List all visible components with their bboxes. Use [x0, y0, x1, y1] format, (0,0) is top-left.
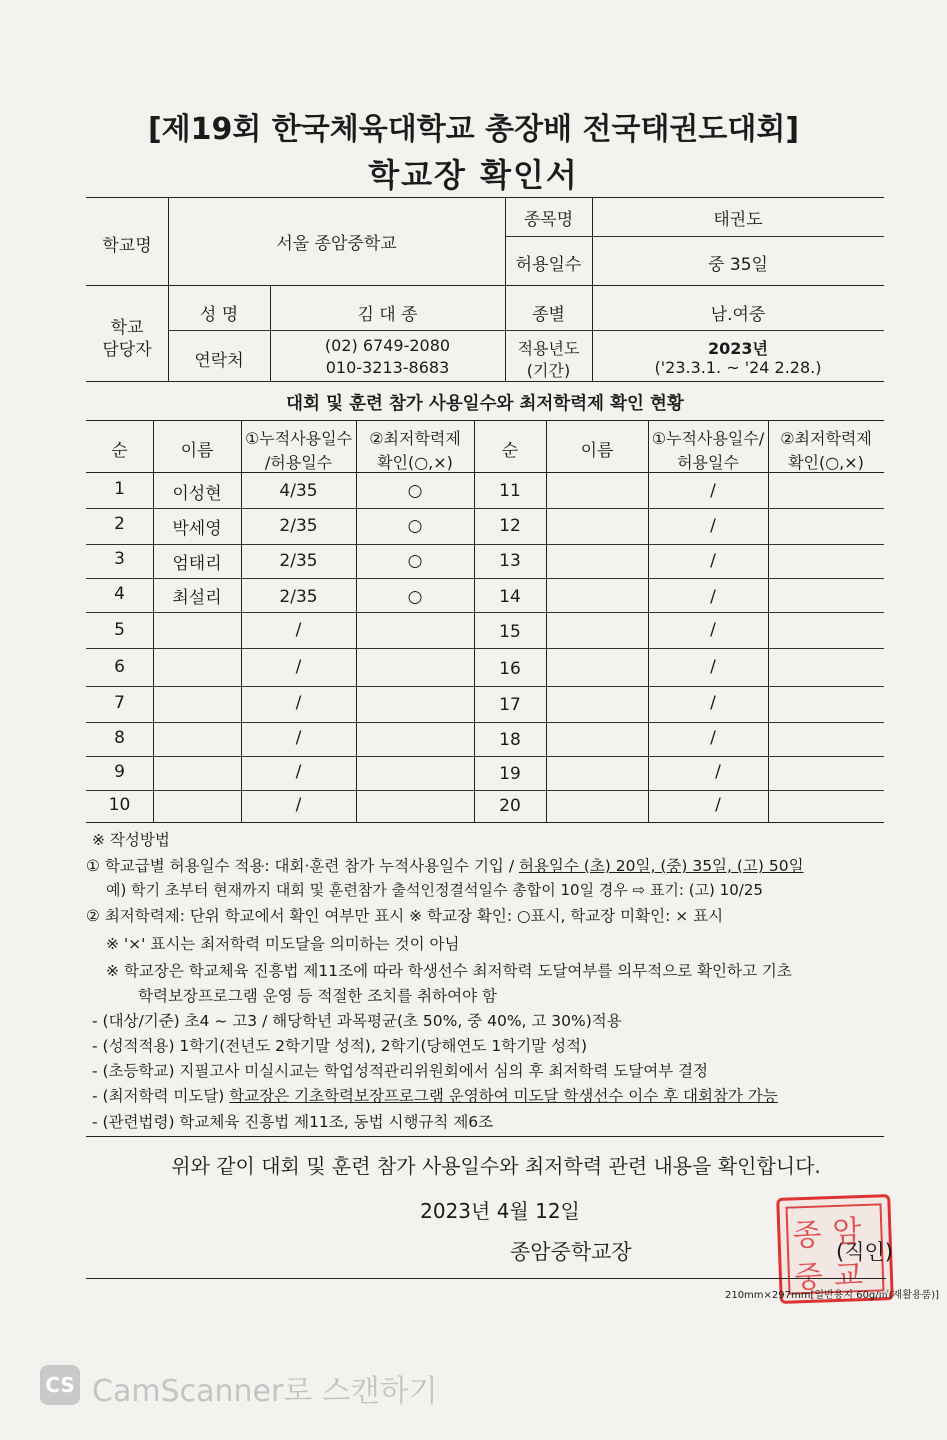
row-no: 10 [108, 795, 131, 815]
manager-label: 학교 [110, 318, 144, 338]
header-days-right-2: 허용일수 [677, 453, 739, 472]
document-subtitle: 학교장 확인서 [368, 156, 579, 194]
row-no: 2 [114, 514, 125, 534]
row-days: / [295, 795, 302, 815]
row-no: 5 [114, 620, 125, 640]
detail-4 [92, 1084, 778, 1106]
header-no-right: 순 [501, 441, 519, 461]
confirm-text: 위와 같이 대회 및 훈련 참가 사용일수와 최저학력 관련 내용을 확인합니다. [171, 1154, 821, 1178]
note-1-example: 예) 학기 초부터 현재까지 대회 및 훈련참가 출석인정결석일수 총합이 10일 경우 ⇨ 표기: (고) 10/25 [106, 881, 763, 899]
school-value: 서울 종암중학교 [276, 234, 397, 254]
row-no: 16 [499, 659, 521, 679]
row-no: 20 [499, 796, 521, 816]
category-label: 종별 [532, 305, 565, 325]
note-2: ② 최저학력제: 단위 학교에서 확인 여부만 표시 ※ 학교장 확인: ○표시, 학교장 미확인: × 표시 [86, 907, 724, 925]
note-1-underlined: 허용일수 (초) 20일, (중) 35일, (고) 50일 [518, 857, 804, 875]
row-days: 2/35 [279, 516, 318, 536]
note-3: ※ '×' 표시는 최저학력 미도달을 의미하는 것이 아님 [106, 935, 460, 953]
row-check: ○ [407, 587, 423, 607]
name-label: 성 명 [199, 305, 239, 325]
row-days: / [710, 728, 716, 748]
row-name: 박세영 [172, 519, 222, 539]
year-value: 2023년 [708, 339, 768, 358]
header-days-left: ①누적사용일수 [244, 429, 353, 448]
row-name: 이성현 [172, 484, 222, 504]
detail-2: - (성적적용) 1학기(전년도 2학기말 성적), 2학기(당해연도 1학기말 성적) [92, 1037, 588, 1055]
detail-4-text: - (최저학력 미도달) [92, 1087, 230, 1105]
contact-label: 연락처 [194, 351, 244, 371]
principal-name: 종암중학교장 [510, 1240, 632, 1264]
category-value: 남.여중 [710, 305, 766, 325]
name-value: 김 대 종 [357, 305, 418, 325]
row-days: / [710, 587, 716, 607]
row-no: 17 [499, 695, 521, 715]
note-4: ※ 학교장은 학교체육 진흥법 제11조에 따라 학생선수 최저학력 도달여부를 의무적으로 확인하고 기초 [106, 962, 792, 980]
row-days: / [295, 620, 302, 640]
notes-heading: ※ 작성방법 [92, 831, 170, 849]
row-days: / [295, 728, 302, 748]
row-days: / [710, 657, 716, 677]
row-days: / [710, 551, 716, 571]
row-days: / [710, 516, 716, 536]
header-no-left: 순 [111, 441, 128, 461]
note-4-cont: 학력보장프로그램 운영 등 적절한 조치를 취하여야 함 [138, 987, 497, 1005]
row-no: 7 [114, 693, 125, 713]
row-no: 15 [499, 622, 521, 642]
allowed-days-label: 허용일수 [515, 255, 582, 275]
detail-4-underlined: 학교장은 기초학력보장프로그램 운영하여 미도달 학생선수 이수 후 대회참가 가능 [229, 1087, 778, 1105]
document-title: [제19회 한국체육대학교 총장배 전국태권도대회] [147, 112, 800, 147]
row-days: 2/35 [279, 551, 318, 571]
row-no: 19 [499, 764, 521, 784]
contact-mobile: 010-3213-8683 [325, 358, 450, 377]
date-text: 2023년 4월 12일 [420, 1199, 580, 1223]
row-days: / [295, 762, 302, 782]
row-no: 8 [114, 728, 125, 748]
row-days: / [710, 620, 716, 640]
row-no: 18 [499, 730, 521, 750]
row-no: 12 [499, 516, 521, 536]
camscanner-watermark: CamScanner로 스캔하기 [92, 1374, 438, 1409]
header-check-right-2: 확인(○,×) [788, 453, 864, 472]
year-label-period: (기간) [526, 361, 571, 380]
manager-label-2: 담당자 [102, 340, 152, 360]
header-name-left: 이름 [180, 441, 214, 461]
period-value: ('23.3.1. ~ '24 2.28.) [654, 358, 822, 377]
row-check: ○ [407, 551, 423, 571]
header-name-right: 이름 [580, 441, 614, 461]
note-1 [86, 854, 804, 876]
row-days: / [710, 481, 716, 501]
row-days: 2/35 [279, 587, 318, 607]
allowed-days-value: 중 35일 [708, 255, 768, 275]
paper-spec: 210mm×297mm[일반용지 60g/㎡(재활용품)] [724, 1290, 939, 1301]
header-check-left: ②최저학력제 [369, 429, 461, 448]
seal-mark: (직인) [836, 1240, 893, 1264]
row-no: 1 [114, 479, 125, 499]
row-days: / [710, 693, 716, 713]
row-no: 11 [499, 481, 521, 501]
row-no: 4 [114, 584, 125, 604]
section-title: 대회 및 훈련 참가 사용일수와 최저학력제 확인 현황 [286, 394, 684, 414]
official-seal: 종 암 중 교 [776, 1194, 894, 1304]
detail-5: - (관련법령) 학교체육 진흥법 제11조, 동법 시행규칙 제6조 [92, 1113, 494, 1131]
header-check-right: ②최저학력제 [780, 429, 872, 448]
event-value: 태권도 [713, 210, 763, 230]
header-check-left-2: 확인(○,×) [377, 453, 453, 472]
row-days: / [715, 795, 721, 815]
row-no: 6 [114, 657, 125, 677]
row-no: 14 [499, 587, 521, 607]
detail-1: - (대상/기준) 초4 ~ 고3 / 해당학년 과목평균(초 50%, 중 40%, 고 30%)적용 [92, 1012, 622, 1030]
note-1-text: ① 학교급별 허용일수 적용: 대회·훈련 참가 누적사용일수 기입 / [86, 857, 519, 875]
row-check: ○ [407, 481, 423, 501]
row-name: 엄태리 [172, 554, 222, 574]
camscanner-logo-icon: CS [40, 1365, 80, 1405]
detail-3: - (초등학교) 지필고사 미실시교는 학업성적관리위원회에서 심의 후 최저학력 도달여부 결정 [92, 1062, 709, 1080]
header-days-right: ①누적사용일수/ [651, 429, 765, 448]
row-days: / [295, 693, 302, 713]
row-days: / [715, 762, 721, 782]
header-days-left-2: /허용일수 [264, 453, 333, 472]
event-label: 종목명 [523, 210, 574, 230]
contact-phone: (02) 6749-2080 [324, 336, 451, 355]
school-label: 학교명 [102, 236, 152, 256]
row-days: / [295, 657, 302, 677]
row-days: 4/35 [279, 481, 318, 501]
row-check: ○ [407, 516, 423, 536]
row-no: 3 [114, 549, 125, 569]
year-label: 적용년도 [517, 339, 580, 358]
row-name: 최설리 [172, 588, 222, 608]
row-no: 13 [499, 551, 521, 571]
row-no: 9 [114, 762, 125, 782]
